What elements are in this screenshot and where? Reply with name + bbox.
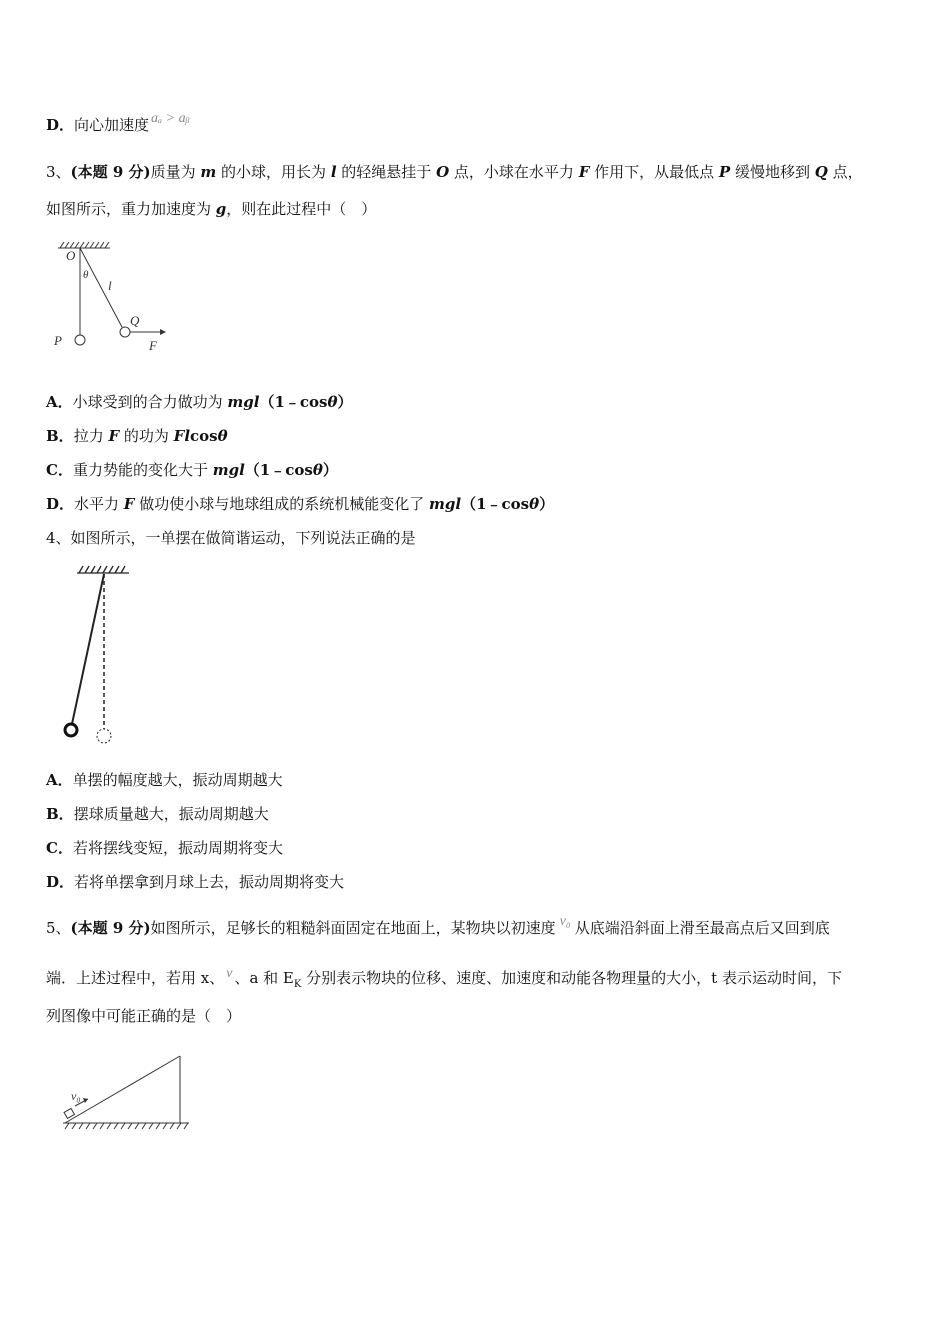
q4-option-a bbox=[46, 770, 283, 790]
ball-q bbox=[120, 327, 130, 337]
q3-option-a bbox=[46, 392, 353, 412]
q5-stem-line3: 列图像中可能正确的是（ ） bbox=[46, 1007, 242, 1025]
text: 、a 和 E bbox=[234, 969, 294, 987]
label-l: l bbox=[108, 278, 112, 293]
q3-stem-line2 bbox=[46, 199, 376, 219]
option-label: B． bbox=[46, 427, 74, 445]
text: 如图所示，足够长的粗糙斜面固定在地面上，某物块以初速度 bbox=[150, 919, 556, 937]
text: （1﹣cos bbox=[244, 461, 313, 479]
option-text: 拉力 bbox=[73, 427, 109, 445]
text: 端．上述过程中，若用 x、 bbox=[46, 969, 225, 987]
text: 分别表示物块的位移、速度、加速度和动能各物理量的大小，t 表示运动时间，下 bbox=[301, 969, 842, 987]
var-q: Q bbox=[814, 163, 828, 181]
formula-v: v bbox=[226, 966, 233, 981]
text: 如图所示，重力加速度为 bbox=[46, 200, 216, 218]
var-m: m bbox=[200, 163, 217, 181]
var-g: g bbox=[215, 200, 227, 218]
text: cos bbox=[190, 427, 218, 445]
text: 点，小球在水平力 bbox=[449, 163, 579, 181]
option-text: 若将摆线变短，振动周期将变大 bbox=[72, 839, 283, 857]
q3-stem-line1 bbox=[46, 162, 863, 182]
formula-v0: v₀ bbox=[559, 914, 571, 929]
q3-pendulum-figure bbox=[50, 236, 180, 358]
option-label: D． bbox=[46, 873, 75, 891]
option-label: A． bbox=[46, 393, 73, 411]
label-q: Q bbox=[130, 313, 140, 328]
q3-number: 3、 bbox=[46, 163, 71, 181]
block bbox=[64, 1108, 74, 1118]
option-text: 小球受到的合力做功为 bbox=[72, 393, 228, 411]
text: （1﹣cos bbox=[259, 393, 328, 411]
acceleration-formula: aₐ > aᵦ bbox=[151, 111, 190, 126]
arrow-head bbox=[160, 329, 166, 335]
ball-p bbox=[75, 335, 85, 345]
q5-stem-line2 bbox=[46, 968, 842, 995]
q3-option-d bbox=[46, 494, 554, 514]
theta: θ bbox=[529, 495, 540, 513]
expr-mgl: mgl bbox=[429, 495, 462, 513]
option-label: A． bbox=[46, 771, 73, 789]
label-p: P bbox=[54, 333, 62, 348]
q5-incline-figure bbox=[55, 1050, 195, 1130]
ek-subscript: K bbox=[293, 979, 302, 990]
text: 的轻绳悬挂于 bbox=[336, 163, 437, 181]
q2-option-d bbox=[46, 111, 190, 137]
text: 作用下，从最低点 bbox=[589, 163, 719, 181]
q3-tag: (本题 9 分) bbox=[70, 163, 151, 181]
text: 从底端沿斜面上滑至最高点后又回到底 bbox=[574, 919, 830, 937]
label-v0: v₀ bbox=[71, 1089, 81, 1103]
arrow-head bbox=[83, 1098, 88, 1103]
label-o: O bbox=[66, 248, 76, 263]
text: ） bbox=[337, 393, 353, 411]
option-text: 重力势能的变化大于 bbox=[72, 461, 213, 479]
q3-option-b bbox=[46, 426, 228, 446]
expr-fl: Fl bbox=[173, 427, 191, 445]
option-text: 单摆的幅度越大，振动周期越大 bbox=[72, 771, 283, 789]
option-text: 水平力 bbox=[74, 495, 124, 513]
pendulum-ball bbox=[65, 724, 77, 736]
label-theta: θ bbox=[83, 269, 89, 281]
text: 的小球，用长为 bbox=[216, 163, 331, 181]
expr-mgl: mgl bbox=[227, 393, 260, 411]
q3-option-c bbox=[46, 460, 338, 480]
q4-option-c bbox=[46, 838, 283, 858]
var-p: P bbox=[718, 163, 731, 181]
option-text: 若将单摆拿到月球上去，振动周期将变大 bbox=[74, 873, 345, 891]
option-label: C． bbox=[46, 461, 73, 479]
theta: θ bbox=[312, 461, 323, 479]
option-text: 向心加速度 bbox=[74, 116, 150, 134]
var-o: O bbox=[436, 163, 450, 181]
label-f: F bbox=[149, 338, 157, 353]
text: 质量为 bbox=[150, 163, 201, 181]
equilibrium-ball bbox=[97, 729, 111, 743]
tilted-string bbox=[80, 248, 122, 327]
var-f: F bbox=[108, 427, 120, 445]
text: 缓慢地移到 bbox=[730, 163, 815, 181]
text: 点， bbox=[827, 163, 863, 181]
text: ，则在此过程中（ ） bbox=[226, 200, 377, 218]
text: ） bbox=[539, 495, 555, 513]
q4-option-d bbox=[46, 872, 344, 892]
text: 做功使小球与地球组成的系统机械能变化了 bbox=[134, 495, 429, 513]
text: 的功为 bbox=[119, 427, 174, 445]
option-label: C． bbox=[46, 839, 73, 857]
option-label: B． bbox=[46, 805, 74, 823]
q5-tag: (本题 9 分) bbox=[70, 919, 151, 937]
expr-mgl: mgl bbox=[212, 461, 245, 479]
option-text: 摆球质量越大，振动周期越大 bbox=[73, 805, 269, 823]
q4-stem: 4、如图所示，一单摆在做简谐运动，下列说法正确的是 bbox=[46, 529, 416, 547]
text: ） bbox=[322, 461, 338, 479]
var-l: l bbox=[330, 163, 337, 181]
var-f: F bbox=[578, 163, 590, 181]
incline-surface bbox=[65, 1056, 180, 1123]
q5-stem-line1 bbox=[46, 914, 830, 940]
option-label: D． bbox=[46, 495, 75, 513]
q4-option-b bbox=[46, 804, 269, 824]
pendulum-string bbox=[72, 574, 104, 724]
text: （1﹣cos bbox=[461, 495, 530, 513]
theta: θ bbox=[327, 393, 338, 411]
theta: θ bbox=[217, 427, 228, 445]
q4-pendulum-figure bbox=[55, 562, 145, 752]
option-label: D． bbox=[46, 116, 75, 134]
var-f: F bbox=[123, 495, 135, 513]
q5-number: 5、 bbox=[46, 919, 71, 937]
